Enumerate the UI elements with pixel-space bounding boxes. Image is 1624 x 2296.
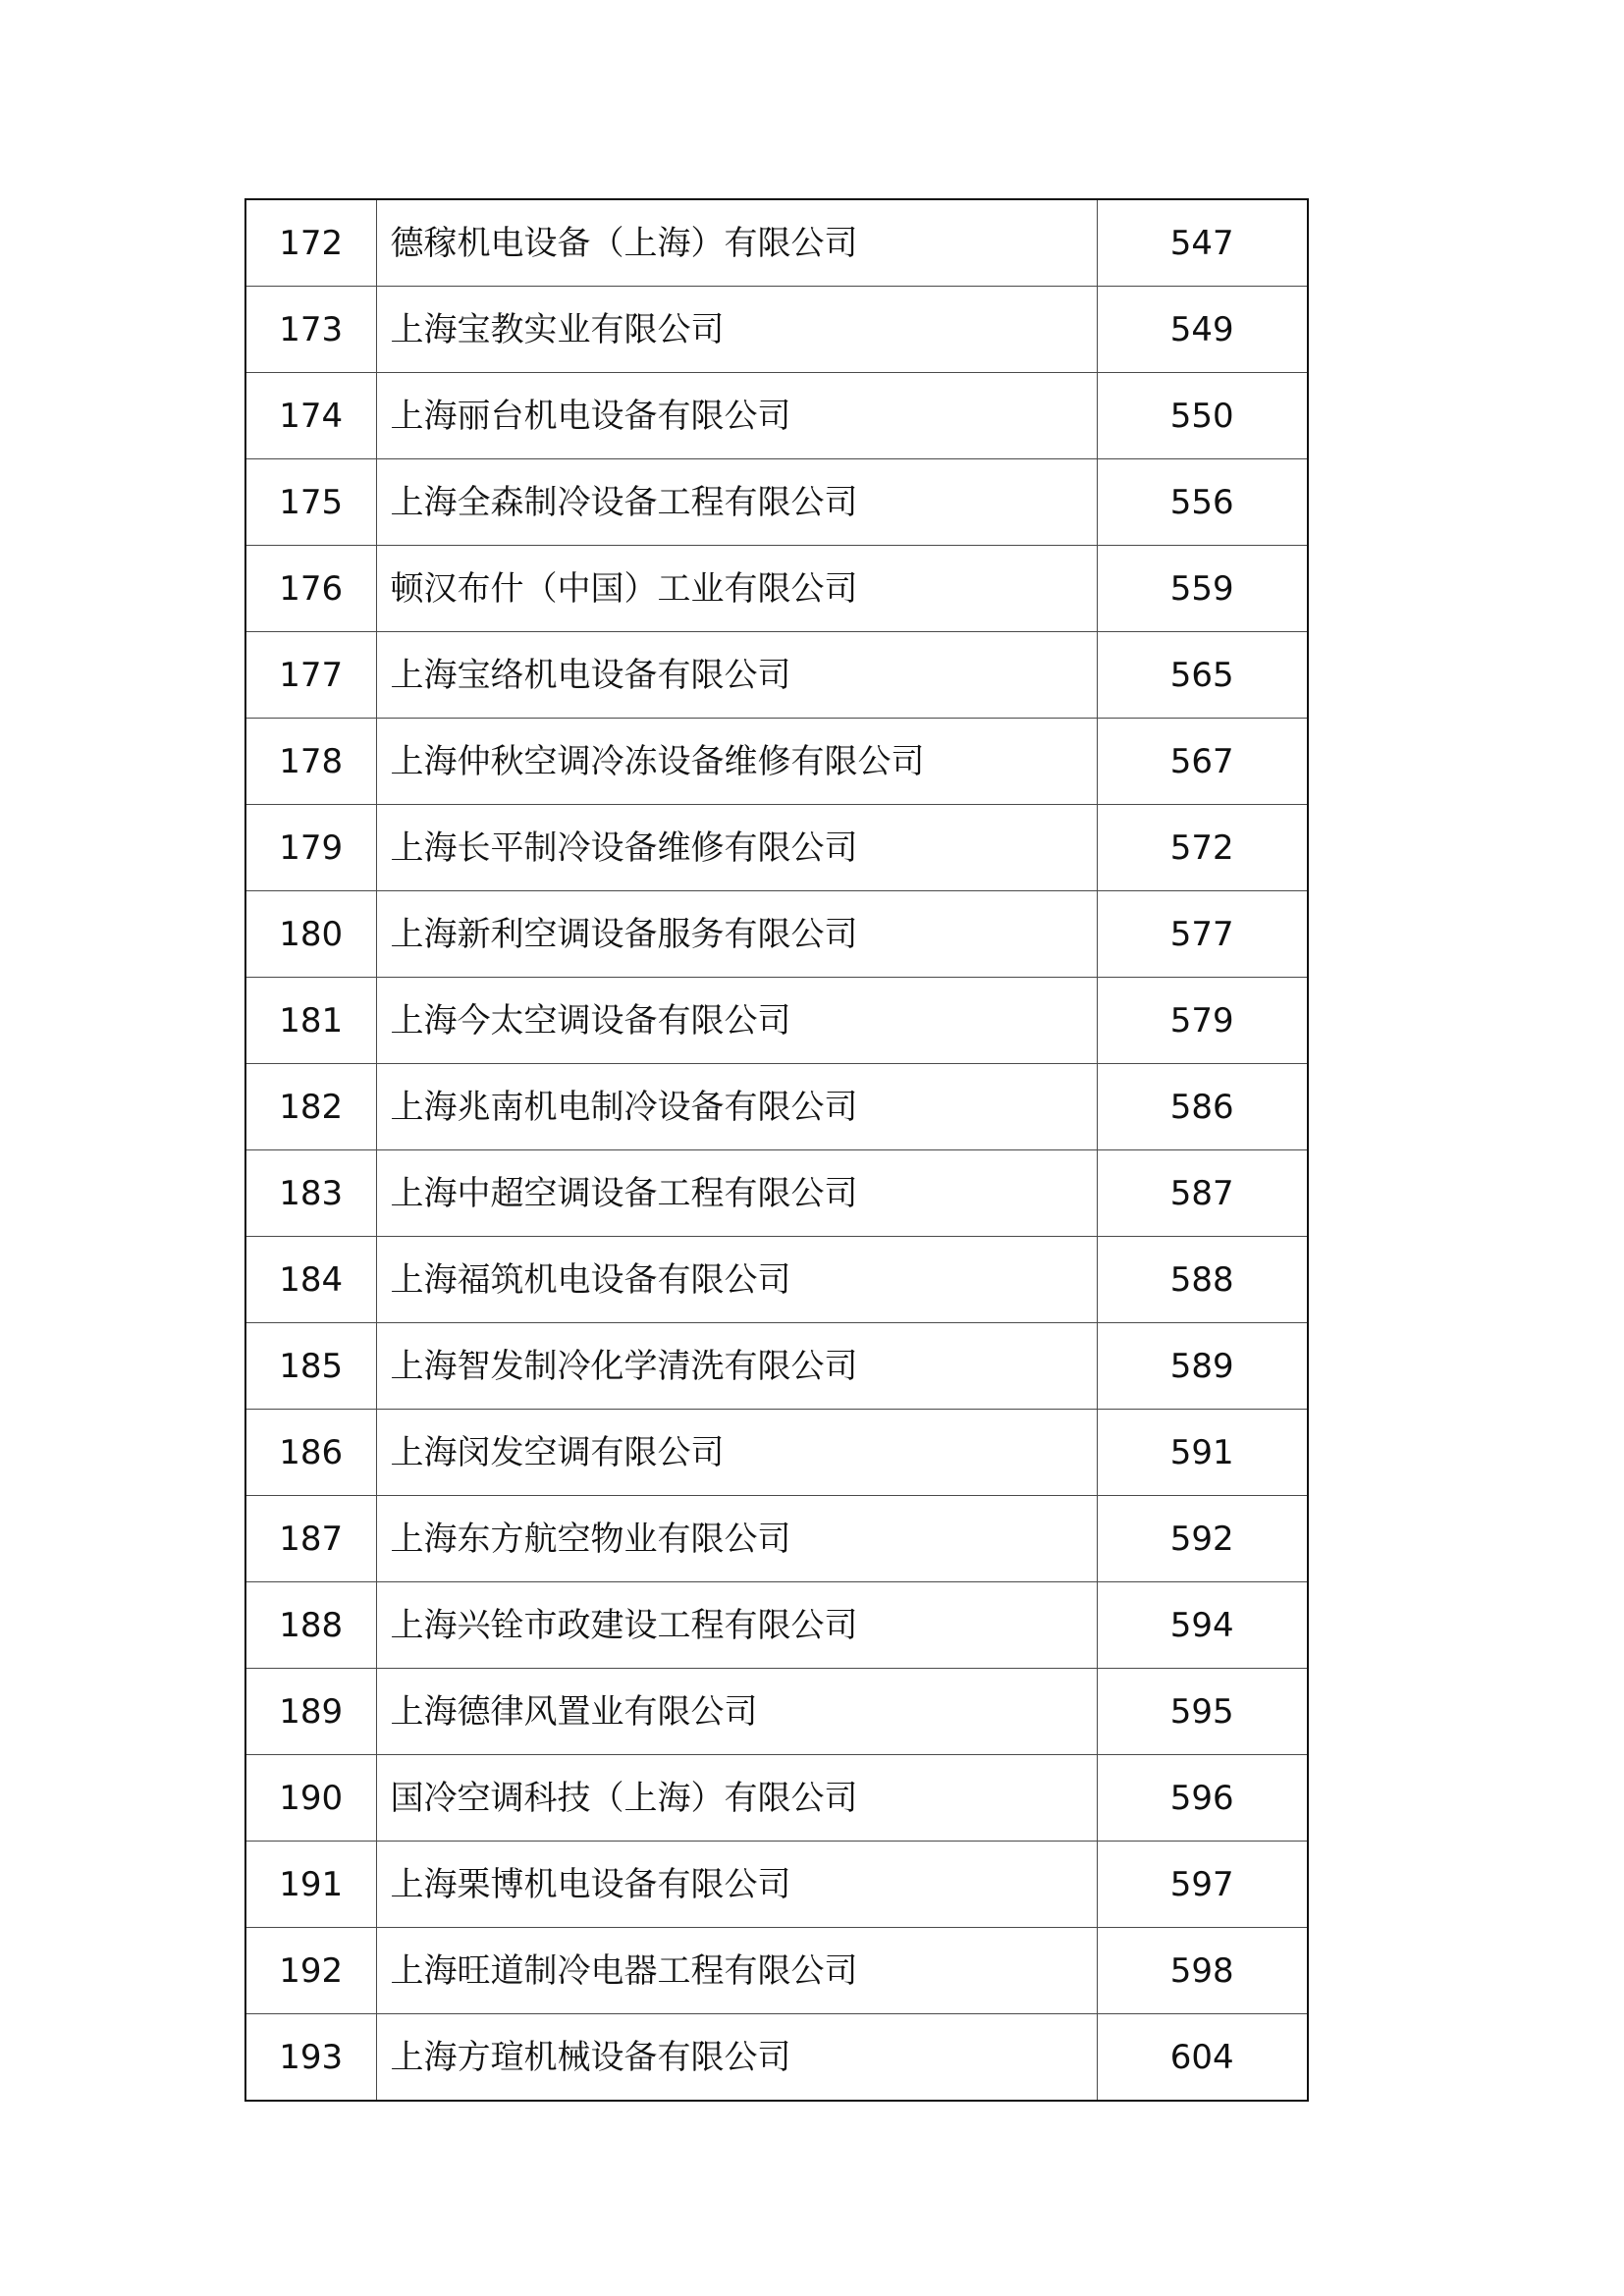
table-row (245, 1064, 1308, 1150)
company-name: 上海全森制冷设备工程有限公司 (376, 459, 1097, 546)
row-value: 597 (1097, 1842, 1308, 1928)
company-table-body (245, 199, 1308, 2101)
row-number: 179 (245, 805, 376, 891)
row-number: 183 (245, 1150, 376, 1237)
company-name: 上海兴铨市政建设工程有限公司 (376, 1582, 1097, 1669)
row-number: 180 (245, 891, 376, 978)
company-name: 上海宝教实业有限公司 (376, 287, 1097, 373)
row-value: 572 (1097, 805, 1308, 891)
row-number: 186 (245, 1410, 376, 1496)
row-number: 191 (245, 1842, 376, 1928)
company-name: 上海德律风置业有限公司 (376, 1669, 1097, 1755)
row-number: 184 (245, 1237, 376, 1323)
row-number: 174 (245, 373, 376, 459)
company-name: 德稼机电设备（上海）有限公司 (376, 199, 1097, 287)
row-value: 579 (1097, 978, 1308, 1064)
row-value: 595 (1097, 1669, 1308, 1755)
row-value: 604 (1097, 2014, 1308, 2102)
table-row (245, 978, 1308, 1064)
table-row (245, 459, 1308, 546)
row-number: 173 (245, 287, 376, 373)
company-name: 上海宝络机电设备有限公司 (376, 632, 1097, 719)
row-number: 188 (245, 1582, 376, 1669)
company-name: 上海新利空调设备服务有限公司 (376, 891, 1097, 978)
row-value: 594 (1097, 1582, 1308, 1669)
table-row (245, 1150, 1308, 1237)
table-row (245, 1496, 1308, 1582)
row-value: 591 (1097, 1410, 1308, 1496)
row-number: 187 (245, 1496, 376, 1582)
row-value: 588 (1097, 1237, 1308, 1323)
row-value: 559 (1097, 546, 1308, 632)
company-name: 上海东方航空物业有限公司 (376, 1496, 1097, 1582)
table-row (245, 1323, 1308, 1410)
row-value: 577 (1097, 891, 1308, 978)
row-value: 565 (1097, 632, 1308, 719)
company-name: 上海仲秋空调冷冻设备维修有限公司 (376, 719, 1097, 805)
company-name: 上海栗博机电设备有限公司 (376, 1842, 1097, 1928)
row-value: 589 (1097, 1323, 1308, 1410)
table-row (245, 1755, 1308, 1842)
table-row (245, 1582, 1308, 1669)
table-row (245, 287, 1308, 373)
company-name: 上海方瑄机械设备有限公司 (376, 2014, 1097, 2102)
table-row (245, 632, 1308, 719)
table-row (245, 373, 1308, 459)
table-row (245, 1842, 1308, 1928)
row-value: 567 (1097, 719, 1308, 805)
company-name: 国冷空调科技（上海）有限公司 (376, 1755, 1097, 1842)
company-name: 上海丽台机电设备有限公司 (376, 373, 1097, 459)
table-row (245, 2014, 1308, 2102)
row-number: 172 (245, 199, 376, 287)
row-number: 185 (245, 1323, 376, 1410)
company-table (244, 198, 1309, 2102)
row-number: 190 (245, 1755, 376, 1842)
company-name: 上海中超空调设备工程有限公司 (376, 1150, 1097, 1237)
table-row (245, 1928, 1308, 2014)
row-value: 587 (1097, 1150, 1308, 1237)
row-number: 175 (245, 459, 376, 546)
company-name: 上海今太空调设备有限公司 (376, 978, 1097, 1064)
table-row (245, 1410, 1308, 1496)
table-row (245, 891, 1308, 978)
row-number: 176 (245, 546, 376, 632)
row-value: 598 (1097, 1928, 1308, 2014)
row-value: 547 (1097, 199, 1308, 287)
row-value: 550 (1097, 373, 1308, 459)
table-row (245, 1237, 1308, 1323)
row-value: 556 (1097, 459, 1308, 546)
row-number: 182 (245, 1064, 376, 1150)
table-row (245, 719, 1308, 805)
table-row (245, 1669, 1308, 1755)
company-name: 上海福筑机电设备有限公司 (376, 1237, 1097, 1323)
company-name: 上海兆南机电制冷设备有限公司 (376, 1064, 1097, 1150)
row-number: 192 (245, 1928, 376, 2014)
row-number: 177 (245, 632, 376, 719)
company-name: 顿汉布什（中国）工业有限公司 (376, 546, 1097, 632)
table-row (245, 199, 1308, 287)
table-row (245, 546, 1308, 632)
row-value: 592 (1097, 1496, 1308, 1582)
row-number: 193 (245, 2014, 376, 2102)
row-number: 181 (245, 978, 376, 1064)
row-value: 549 (1097, 287, 1308, 373)
row-number: 178 (245, 719, 376, 805)
table-row (245, 805, 1308, 891)
company-name: 上海长平制冷设备维修有限公司 (376, 805, 1097, 891)
row-value: 596 (1097, 1755, 1308, 1842)
row-value: 586 (1097, 1064, 1308, 1150)
company-name: 上海智发制冷化学清洗有限公司 (376, 1323, 1097, 1410)
company-name: 上海闵发空调有限公司 (376, 1410, 1097, 1496)
row-number: 189 (245, 1669, 376, 1755)
company-name: 上海旺道制冷电器工程有限公司 (376, 1928, 1097, 2014)
